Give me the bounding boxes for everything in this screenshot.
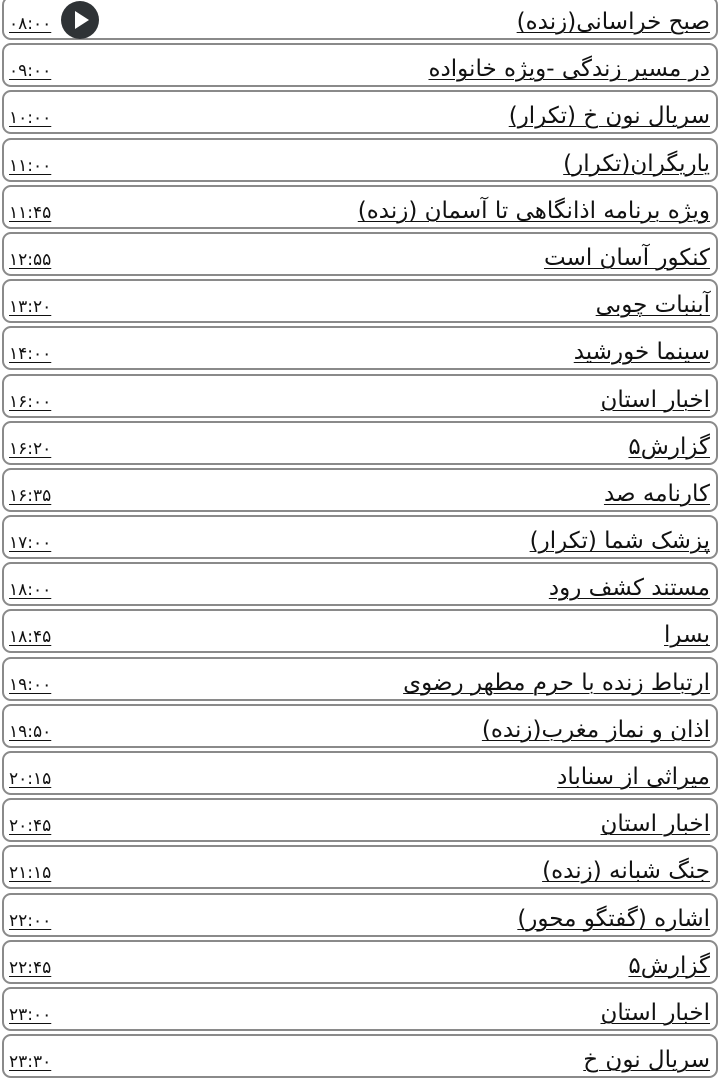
schedule-row[interactable] [2,138,718,182]
schedule-row[interactable] [2,185,718,229]
program-title[interactable]: کارنامه صد [603,480,710,507]
program-title[interactable]: ارتباط زنده با حرم مطهر رضوی [403,669,710,696]
schedule-row[interactable] [2,940,718,984]
program-time: ۱۰:۰۰ [9,108,52,129]
program-title[interactable]: اشاره (گفتگو محور) [517,905,710,932]
schedule-row[interactable] [2,468,718,512]
program-time: ۱۷:۰۰ [9,533,52,554]
program-title[interactable]: در مسیر زندگی -ویژه خانواده [428,56,710,83]
schedule-row[interactable] [2,515,718,559]
program-time: ۱۸:۰۰ [9,580,52,601]
program-title[interactable]: صبح خراسانی(زنده) [516,9,710,35]
program-title[interactable]: کنکور آسان است [543,244,710,271]
program-title[interactable]: پزشک شما (تکرار) [529,528,710,555]
program-time: ۲۲:۰۰ [9,910,52,931]
program-title[interactable]: اخبار استان [600,386,710,413]
program-time: ۲۳:۳۰ [9,1052,52,1073]
program-time: ۱۱:۰۰ [9,155,52,176]
program-time: ۱۶:۰۰ [9,391,52,412]
program-time: ۱۸:۴۵ [9,627,52,648]
program-title[interactable]: سریال نون خ [583,1047,710,1074]
program-time: ۲۰:۴۵ [9,816,52,837]
program-time: ۱۹:۰۰ [9,674,52,695]
program-title[interactable]: گزارش۵ [628,433,710,460]
schedule-row[interactable] [2,987,718,1031]
schedule-row[interactable] [2,43,718,87]
program-time: ۱۱:۴۵ [9,202,52,223]
program-title[interactable]: جنگ شبانه (زنده) [542,858,710,885]
program-time: ۰۸:۰۰ [9,14,52,34]
program-title[interactable]: اخبار استان [600,999,710,1026]
schedule-row[interactable] [2,845,718,889]
program-time: ۱۹:۵۰ [9,721,52,742]
program-time: ۲۲:۴۵ [9,957,52,978]
program-time: ۲۰:۱۵ [9,769,52,789]
schedule-row[interactable] [2,562,718,606]
schedule-row[interactable] [2,1034,718,1078]
schedule-row[interactable] [2,421,718,465]
program-time: ۱۶:۲۰ [9,438,52,459]
program-time: ۲۳:۰۰ [9,1004,52,1025]
schedule-row[interactable] [2,279,718,323]
program-time: ۱۳:۲۰ [9,297,52,318]
program-time: ۱۴:۰۰ [9,344,52,365]
program-title[interactable]: آبنبات چوبی [595,292,710,319]
schedule-row[interactable] [2,609,718,653]
program-title[interactable]: میراثی از سناباد [557,764,710,790]
program-title[interactable]: سریال نون خ (تکرار) [508,103,710,130]
program-title[interactable]: اخبار استان [600,811,710,838]
program-title[interactable]: گزارش۵ [628,952,710,979]
program-time: ۱۲:۵۵ [9,249,52,270]
schedule-row[interactable] [2,374,718,418]
schedule-row[interactable] [2,798,718,842]
program-time: ۲۱:۱۵ [9,863,52,884]
program-title[interactable]: یاریگران(تکرار) [563,150,710,177]
schedule-row[interactable] [2,326,718,370]
schedule-row[interactable] [2,704,718,748]
program-title[interactable]: ویژه برنامه اذانگاهی تا آسمان (زنده) [357,197,710,224]
play-icon[interactable] [61,1,99,39]
program-title[interactable]: سینما خورشید [573,339,710,366]
schedule-row[interactable] [2,0,718,40]
program-title[interactable]: مستند کشف رود [548,575,710,602]
program-title[interactable]: اذان و نماز مغرب(زنده) [481,716,710,743]
schedule-row[interactable] [2,893,718,937]
program-title[interactable]: بسرا [664,622,710,649]
schedule-row[interactable] [2,657,718,701]
schedule-row[interactable] [2,232,718,276]
schedule-row[interactable] [2,751,718,795]
program-time: ۰۹:۰۰ [9,61,52,82]
schedule-row[interactable] [2,90,718,134]
program-time: ۱۶:۳۵ [9,485,52,506]
